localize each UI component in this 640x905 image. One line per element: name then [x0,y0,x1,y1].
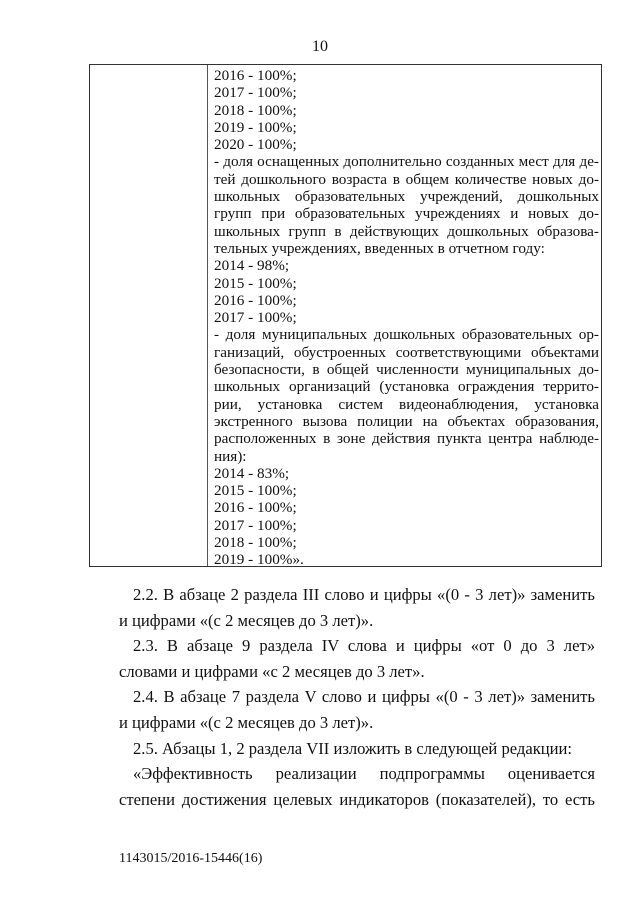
document-footer-code: 1143015/2016-15446(16) [119,851,263,866]
text-line: 2.4. В абзаце 7 раздела V слово и цифры «(0 - 3 лет)» заменить [133,687,595,707]
table-entry [214,482,599,499]
text-line: 2020 - 100%; [214,136,297,154]
text-line: школьных образовательных учреждений, дошкольных [214,188,599,206]
table-entry [214,257,599,274]
table-entry [214,499,599,516]
text-line: расположенных в зоне действия пункта центра наблюде- [214,430,599,448]
text-line: 2018 - 100%; [214,101,297,119]
text-line: и цифрами «(с 2 месяцев до 3 лет)». [119,712,374,732]
text-line: 2016 - 100%; [214,291,297,309]
table-entry [214,84,599,101]
text-line: безопасности, в общей численности муниципальных до- [214,361,599,379]
table-cell-indicators [214,67,599,569]
table-entry [214,153,599,257]
table-entry [214,534,599,551]
text-line: тельных учреждениях, введенных в отчетном году: [214,239,545,257]
text-line: школьных групп в действующих дошкольных образова- [214,222,599,240]
table-entry [214,119,599,136]
table-entry [214,67,599,84]
text-line: - доля оснащенных дополнительно созданных мест для де- [214,153,599,171]
text-line: 2.5. Абзацы 1, 2 раздела VII изложить в следующей редакции: [133,738,573,758]
text-line: 2017 - 100%; [214,84,297,102]
text-line: 2017 - 100%; [214,516,297,534]
text-line: экстренного вызова полиции на объектах образования, [214,412,599,430]
text-line: словами и цифрами «с 2 месяцев до 3 лет». [119,661,425,681]
table-entry [214,326,599,464]
text-line: 2019 - 100%». [214,551,304,569]
table-entry [214,309,599,326]
text-line: ганизаций, обустроенных соответствующими объектами [214,343,599,361]
text-line: и цифрами «(с 2 месяцев до 3 лет)». [119,610,374,630]
table-entry [214,102,599,119]
text-line: школьных организаций (установка ограждения террито- [214,378,599,396]
text-line: ния): [214,447,247,465]
text-line: тей дошкольного возраста в общем количестве новых до- [214,170,599,188]
text-line: 2017 - 100%; [214,309,297,327]
text-line: - доля муниципальных дошкольных образовательных ор- [214,326,599,344]
paragraph [119,761,595,812]
table-entry [214,517,599,534]
document-body [119,582,595,812]
paragraph [119,684,595,735]
paragraph [119,736,595,762]
paragraph [119,633,595,684]
table-entry [214,275,599,292]
text-line: 2015 - 100%; [214,482,297,500]
text-line: 2016 - 100%; [214,499,297,517]
table-entry [214,465,599,482]
table-entry [214,136,599,153]
text-line: степени достижения целевых индикаторов (показателей), то есть [119,789,595,809]
text-line: 2.2. В абзаце 2 раздела III слово и цифры «(0 - 3 лет)» заменить [133,585,595,604]
text-line: 2014 - 83%; [214,464,290,482]
text-line: групп при образовательных учреждениях и новых до- [214,205,599,223]
text-line: 2019 - 100%; [214,118,297,136]
page-number: 10 [312,38,328,55]
text-line: 2014 - 98%; [214,257,290,275]
text-line: рии, установка систем видеонаблюдения, установка [214,395,599,413]
text-line: 2016 - 100%; [214,67,297,84]
text-line: «Эффективность реализации подпрограммы оценивается [133,764,595,784]
text-line: 2018 - 100%; [214,534,297,552]
text-line: 2015 - 100%; [214,274,297,292]
table-entry [214,551,599,568]
table-column-divider [207,65,208,566]
text-line: 2.3. В абзаце 9 раздела IV слова и цифры «от 0 до 3 лет» [133,636,595,656]
paragraph [119,582,595,633]
table-entry [214,292,599,309]
indicator-table [89,64,602,567]
